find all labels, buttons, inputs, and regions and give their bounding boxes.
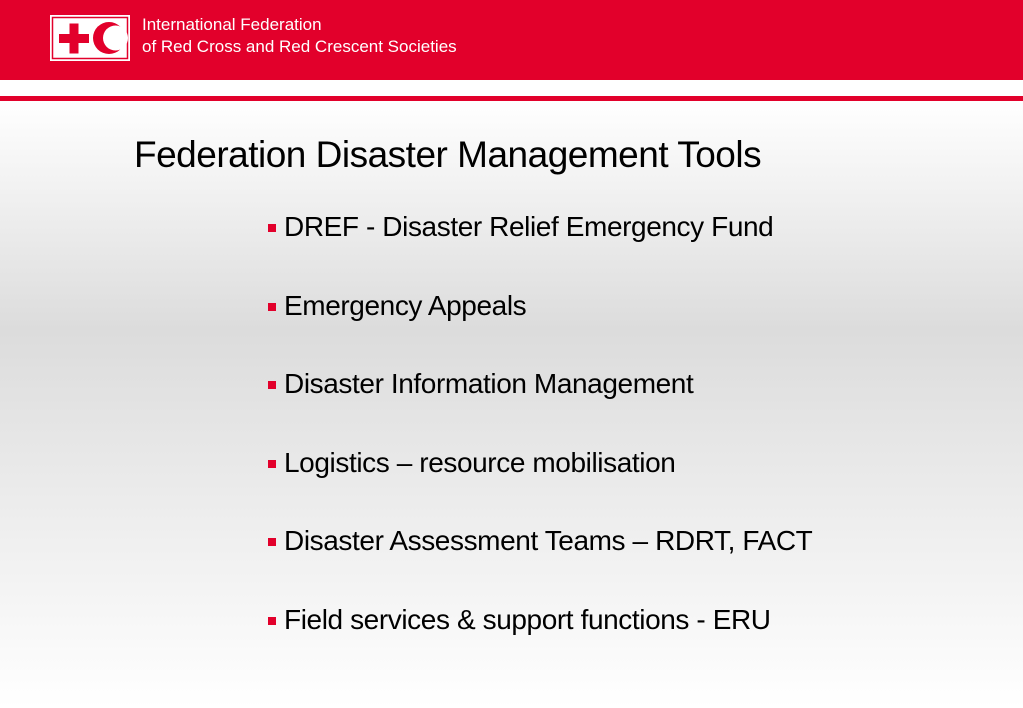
- bullet-text: Logistics – resource mobilisation: [284, 446, 676, 478]
- bullet-item: [268, 604, 812, 683]
- bullet-item: [268, 211, 812, 290]
- org-name-line-2: of Red Cross and Red Crescent Societies: [142, 37, 457, 56]
- bullet-text: Field services & support functions - ERU: [284, 603, 771, 635]
- slide-title: Federation Disaster Management Tools: [134, 134, 762, 175]
- header-bar: [0, 0, 1023, 80]
- bullet-text: DREF - Disaster Relief Emergency Fund: [284, 211, 774, 242]
- bullet-text: Disaster Assessment Teams – RDRT, FACT: [284, 525, 813, 556]
- red-cross-red-crescent-logo-icon: [50, 15, 130, 61]
- square-bullet-icon: [268, 617, 276, 625]
- organization-name: [142, 14, 457, 58]
- bullet-item: [268, 447, 812, 526]
- header-divider: [0, 96, 1023, 101]
- bullet-text: Emergency Appeals: [284, 289, 527, 321]
- org-name-line-1: International Federation: [142, 15, 322, 34]
- square-bullet-icon: [268, 303, 276, 311]
- square-bullet-icon: [268, 381, 276, 389]
- bullet-list: [268, 211, 812, 682]
- square-bullet-icon: [268, 460, 276, 468]
- bullet-item: [268, 290, 812, 369]
- bullet-item: [268, 368, 812, 447]
- square-bullet-icon: [268, 224, 276, 232]
- square-bullet-icon: [268, 538, 276, 546]
- bullet-text: Disaster Information Management: [284, 368, 694, 399]
- bullet-item: [268, 525, 812, 604]
